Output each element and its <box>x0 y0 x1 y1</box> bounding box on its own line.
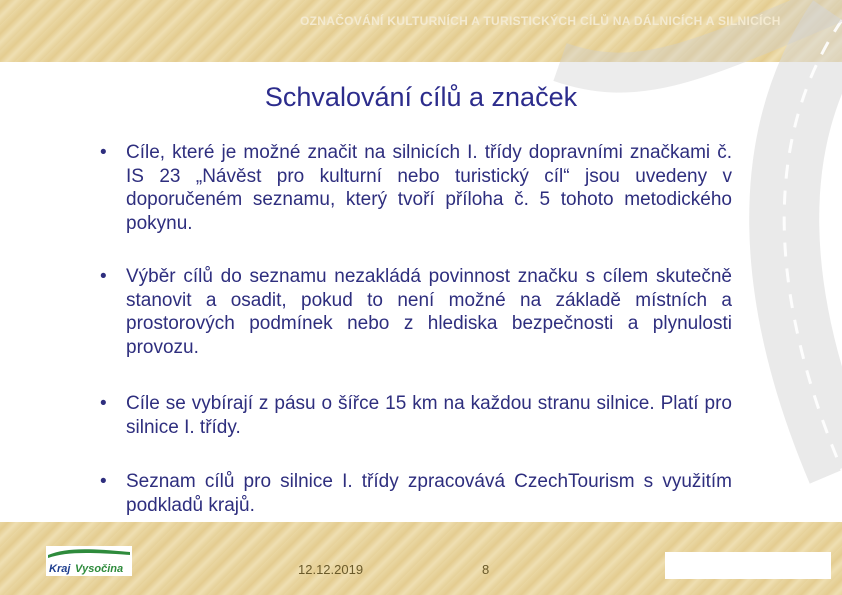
footer-date: 12.12.2019 <box>298 562 364 577</box>
bullet-item <box>100 141 732 235</box>
bullet-text: Cíle, které je možné značit na silnicích I. třídy dopravními značkami č. IS 23 „Návěst pro kulturní nebo turistický cíl“ jsou uvedeny v doporučeném seznamu, který tvoří příloha č. 5 tohoto metodického pokynu. <box>126 142 732 234</box>
bullet-symbol: • <box>100 393 107 414</box>
page-number: 8 <box>482 562 490 577</box>
bullet-item <box>100 265 732 359</box>
bullet-text: Cíle se vybírají z pásu o šířce 15 km na každou stranu silnice. Platí pro silnice I. třídy. <box>126 393 732 438</box>
bullet-text: Seznam cílů pro silnice I. třídy zpracovává CzechTourism s využitím podkladů krajů. <box>126 471 732 516</box>
bullet-symbol: • <box>100 266 107 287</box>
header-title: OZNAČOVÁNÍ KULTURNÍCH A TURISTICKÝCH CÍLŮ NA DÁLNICÍCH A SILNICÍCH <box>300 14 781 28</box>
svg-text:Vysočina: Vysočina <box>75 563 124 575</box>
footer-blank-box <box>665 552 831 579</box>
header-band <box>0 0 842 62</box>
bullet-symbol: • <box>100 471 107 492</box>
bullet-item <box>100 392 732 439</box>
bullet-symbol: • <box>100 142 107 163</box>
slide-title: Schvalování cílů a značek <box>264 82 578 112</box>
bullet-text: Výběr cílů do seznamu nezakládá povinnost značku s cílem skutečně stanovit a osadit, pokud to není možné na základě místních a prostorových podmínek nebo z hlediska bezpečnosti a plynulosti provozu. <box>126 266 732 358</box>
svg-text:Kraj: Kraj <box>49 563 71 575</box>
kraj-vysocina-logo <box>46 546 132 576</box>
bullet-item <box>100 470 732 517</box>
